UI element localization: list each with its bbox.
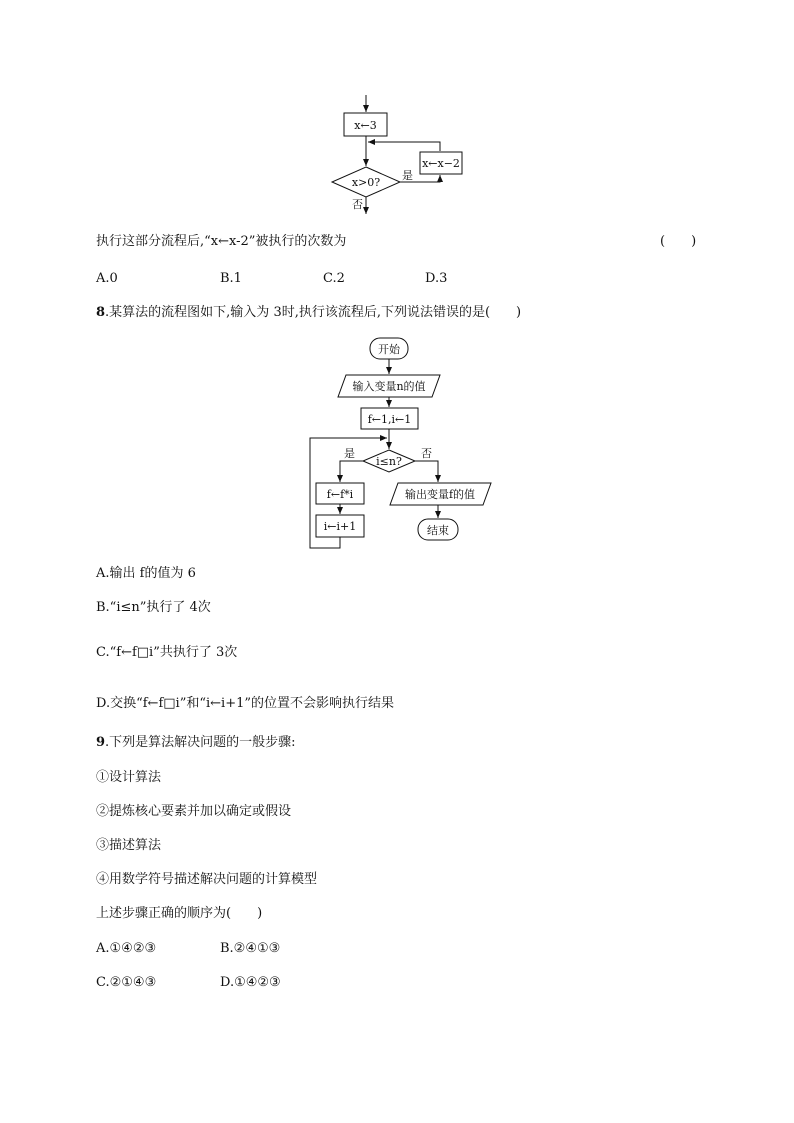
q8-option-b: B.“i≤n”执行了 4次 xyxy=(96,600,211,615)
q8-option-d: D.交换“f←f□i”和“i←i+1”的位置不会影响执行结果 xyxy=(96,696,395,711)
init-text: f←1,i←1 xyxy=(367,413,412,426)
q9-stem xyxy=(96,735,296,751)
yes-arrow xyxy=(340,461,363,482)
q9-step-2: ②提炼核心要素并加以确定或假设 xyxy=(96,804,292,819)
loop-back-arrow xyxy=(368,142,440,151)
yes-label: 是 xyxy=(344,447,355,460)
condition-text: x>0? xyxy=(351,176,381,189)
q9-option-c: C.②①④③ xyxy=(96,975,157,990)
q9-step-3: ③描述算法 xyxy=(96,838,162,853)
q7-option-d: D.3 xyxy=(425,271,448,286)
q9-stem-text: .下列是算法解决问题的一般步骤: xyxy=(105,735,296,750)
q7-option-b: B.1 xyxy=(220,271,242,286)
q9-step-4: ④用数学符号描述解决问题的计算模型 xyxy=(96,872,318,887)
q9-option-b: B.②④①③ xyxy=(220,941,281,956)
q7-option-c: C.2 xyxy=(323,271,345,286)
no-arrow xyxy=(415,461,438,482)
update-text: x←x−2 xyxy=(422,157,460,170)
q9-step-1: ①设计算法 xyxy=(96,770,162,785)
q8-stem-text: .某算法的流程图如下,输入为 3时,执行该流程后,下列说法错误的是( ) xyxy=(105,305,522,320)
end-text: 结束 xyxy=(427,524,449,537)
q8-option-c: C.“f←f□i”共执行了 3次 xyxy=(96,645,238,660)
q8-number: 8 xyxy=(96,305,106,320)
no-label: 否 xyxy=(352,198,363,211)
condition-text: i≤n? xyxy=(376,455,402,468)
multiply-text: f←f*i xyxy=(326,488,354,501)
assign-text: x←3 xyxy=(354,119,377,132)
increment-text: i←i+1 xyxy=(323,520,357,533)
q9-option-a: A.①④②③ xyxy=(96,941,157,956)
q8-flowchart xyxy=(0,330,794,560)
q9-number: 9 xyxy=(96,735,106,750)
input-text: 输入变量n的值 xyxy=(352,380,426,393)
q9-question: 上述步骤正确的顺序为( ) xyxy=(96,906,263,921)
q8-stem xyxy=(96,305,521,321)
no-label: 否 xyxy=(421,447,432,460)
q7-option-a: A.0 xyxy=(96,271,118,286)
q7-stem: 执行这部分流程后,“x←x-2”被执行的次数为 xyxy=(96,234,347,249)
output-text: 输出变量f的值 xyxy=(404,488,476,501)
q9-option-d: D.①④②③ xyxy=(220,975,281,990)
q7-flowchart xyxy=(0,0,794,220)
q7-answer-paren: ( ) xyxy=(660,234,697,249)
start-text: 开始 xyxy=(378,343,400,356)
q8-option-a: A.输出 f的值为 6 xyxy=(96,566,196,581)
yes-label: 是 xyxy=(402,169,413,182)
